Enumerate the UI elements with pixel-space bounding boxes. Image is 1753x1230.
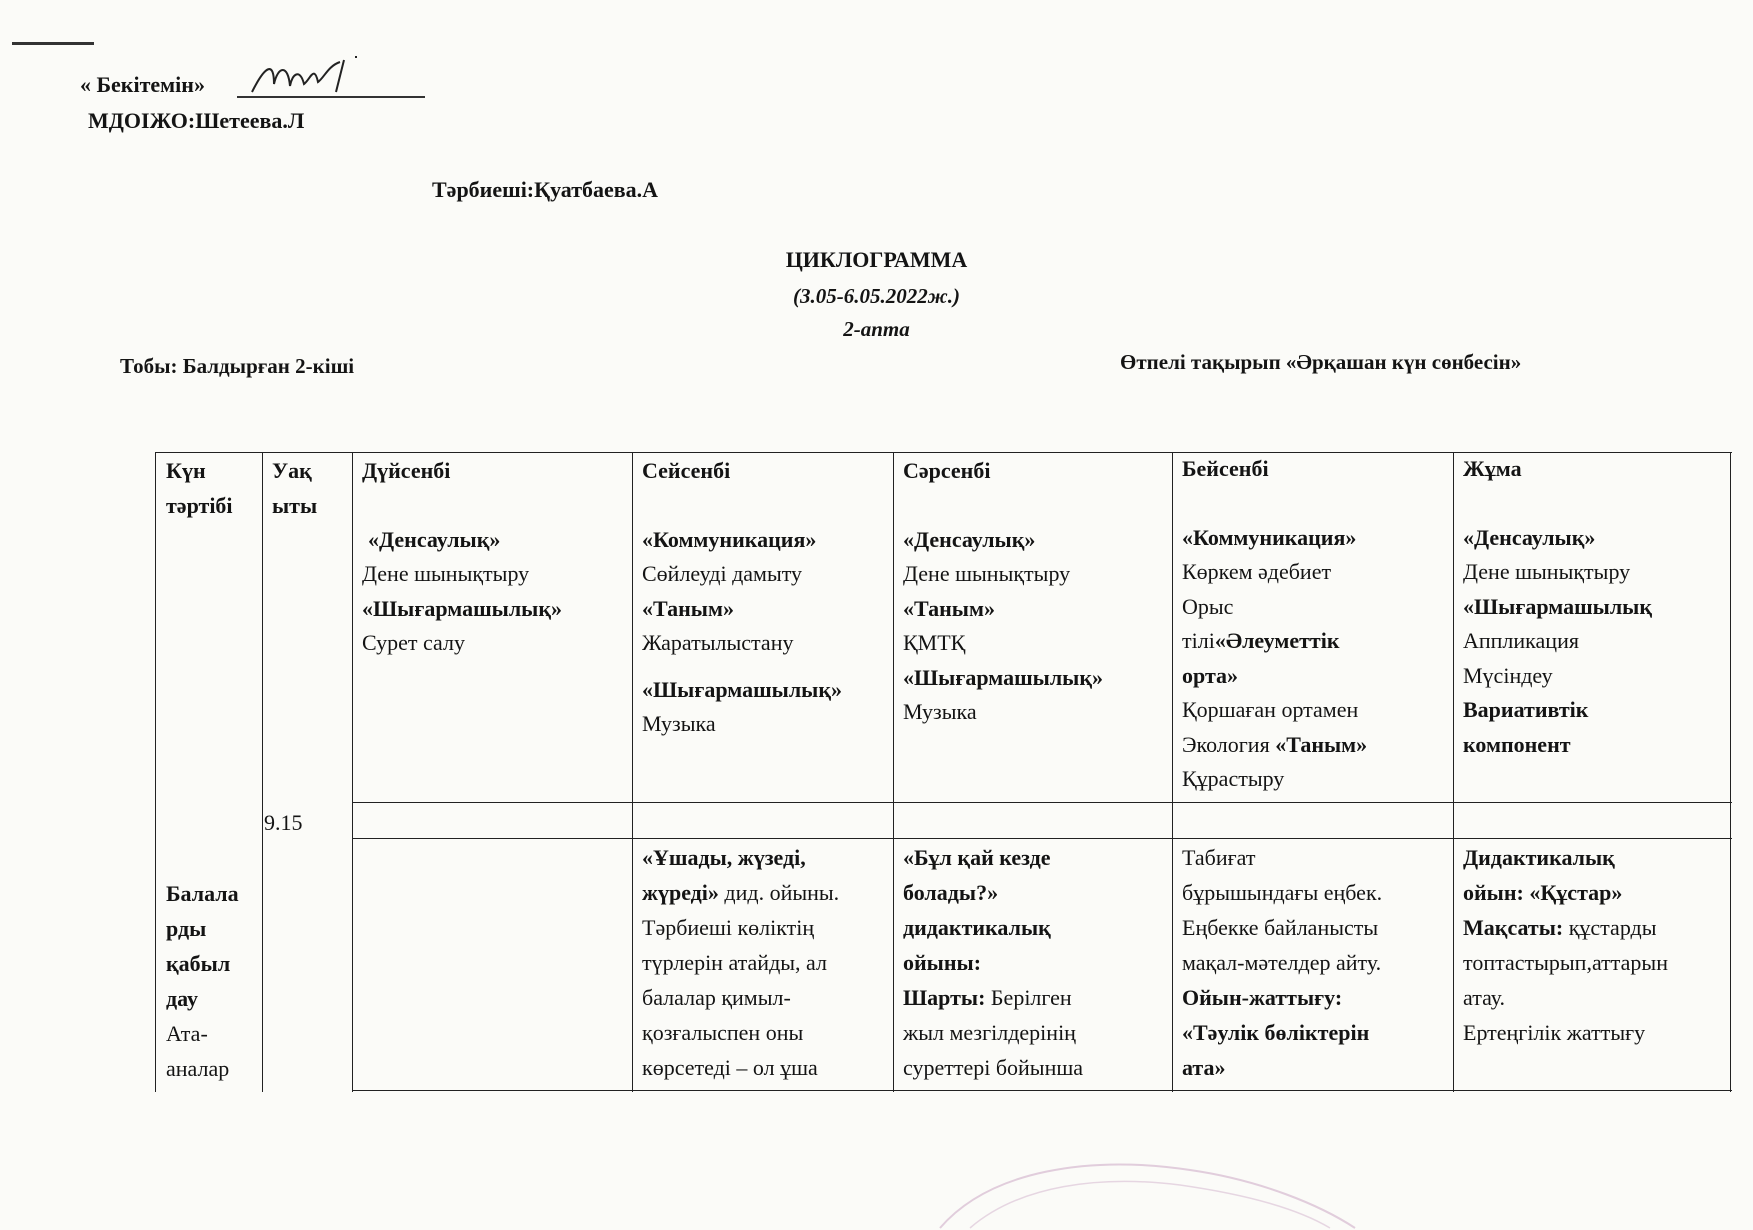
stamp-mark [930, 1150, 1360, 1230]
wednesday-cell: Сәрсенбі «Денсаулық» Дене шынықтыру «Таным» ҚМТҚ «Шығармашылық» Музыка [903, 454, 1168, 730]
col-divider [262, 452, 263, 1092]
doc-dates: (3.05-6.05.2022ж.) [793, 284, 960, 308]
col-divider [1453, 452, 1454, 1092]
teacher-name: Тәрбиеші:Қуатбаева.А [432, 177, 659, 202]
thursday-cell: Бейсенбі «Коммуникация» Көркем әдебиет Орыс тілі«Әлеуметтік орта» Қоршаған ортамен Экология «Таным» Құрастыру [1182, 452, 1447, 797]
row-divider [352, 802, 1732, 803]
monday-cell: Дүйсенбі «Денсаулық» Дене шынықтыру «Шығармашылық» Сурет салу [362, 454, 627, 661]
col-header-time: Уақ ыты [272, 458, 318, 518]
col-divider [632, 452, 633, 1092]
row-divider [352, 1090, 1732, 1091]
corner-rule [12, 42, 94, 45]
col-divider [893, 452, 894, 1092]
approve-label: « Бекітемін» [80, 72, 205, 97]
thursday-activity: Табиғат бұрышындағы еңбек. Еңбекке байланысты мақал-мәтелдер айту. Ойын-жаттығу: «Тәулік бөліктерін ата» [1182, 845, 1383, 1080]
col-header-daily-routine: Күн тәртібі [166, 458, 233, 518]
schedule-table [155, 452, 1732, 1092]
tuesday-cell: Сейсенбі «Коммуникация» Сөйлеуді дамыту «Таным» Жаратылыстану «Шығармашылық» Музыка [642, 454, 890, 742]
col-divider [1172, 452, 1173, 1092]
doc-week: 2-апта [843, 317, 910, 341]
row-label-reception: Балала рды қабыл дау Ата- аналар [166, 881, 239, 1081]
group-name: Тобы: Балдырған 2-кіші [120, 354, 355, 378]
friday-cell: Жұма «Денсаулық» Дене шынықтыру «Шығармашылық Аппликация Мүсіндеу Вариативтік компонент [1463, 452, 1728, 762]
tuesday-activity: «Ұшады, жүзеді, жүреді» дид. ойыны. Тәрбиеші көліктің түрлерін атайды, ал балалар қимыл- қозғалыспен оны көрсетеді – ол ұша [642, 845, 840, 1080]
day-wednesday: Сәрсенбі [903, 458, 991, 483]
day-tuesday: Сейсенбі [642, 458, 731, 483]
row-divider [352, 838, 1732, 839]
director-name: МДОІЖО:Шетеева.Л [88, 108, 305, 133]
theme-text: Өтпелі тақырып «Әрқашан күн сөнбесін» [1120, 350, 1522, 374]
day-friday: Жұма [1463, 456, 1522, 481]
col-divider [352, 452, 353, 1092]
day-thursday: Бейсенбі [1182, 456, 1269, 481]
wednesday-activity: «Бұл қай кезде болады?» дидактикалық ойыны: Шарты: Берілген жыл мезгілдерінің суреттері бойынша [903, 845, 1084, 1080]
table-right-border [1730, 452, 1731, 1092]
signature-mark [244, 44, 424, 104]
friday-activity: Дидактикалық ойын: «Құстар» Мақсаты: құстарды топтастырып,аттарын атау. Ертеңгілік жаттығу [1463, 845, 1668, 1045]
day-monday: Дүйсенбі [362, 458, 451, 483]
table-left-border [155, 452, 156, 1092]
doc-title: ЦИКЛОГРАММА [785, 247, 968, 272]
time-value: 9.15 [264, 810, 303, 835]
